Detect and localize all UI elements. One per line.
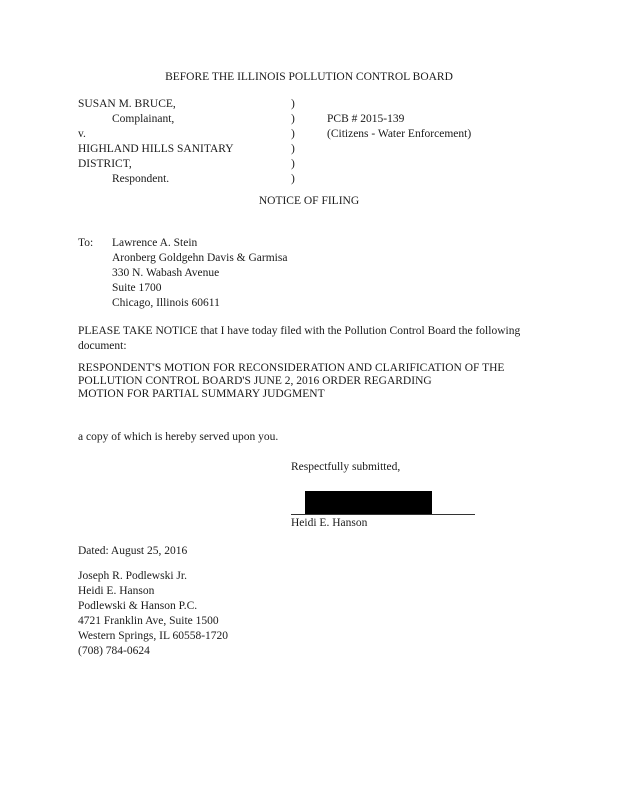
motion-title-line2: POLLUTION CONTROL BOARD'S JUNE 2, 2016 ORDER REGARDING: [78, 375, 432, 387]
counsel-line: Joseph R. Podlewski Jr.: [78, 570, 187, 582]
date-line: Dated: August 25, 2016: [78, 545, 188, 557]
recipient-name: Lawrence A. Stein: [112, 237, 198, 249]
recipient-firm: Aronberg Goldgehn Davis & Garmisa: [112, 252, 288, 264]
case-number: PCB # 2015-139: [327, 113, 405, 125]
counsel-line: Western Springs, IL 60558-1720: [78, 630, 229, 642]
complainant-role: Complainant,: [112, 113, 175, 125]
recipient-city: Chicago, Illinois 60611: [112, 297, 220, 309]
signer-name: Heidi E. Hanson: [291, 517, 368, 529]
counsel-line: Podlewski & Hanson P.C.: [78, 600, 198, 612]
caption-paren: ): [291, 143, 295, 155]
recipient-suite: Suite 1700: [112, 282, 162, 294]
notice-paragraph-line1: PLEASE TAKE NOTICE that I have today filed with the Pollution Control Board the following: [78, 325, 521, 337]
counsel-line: Heidi E. Hanson: [78, 585, 155, 597]
board-title: BEFORE THE ILLINOIS POLLUTION CONTROL BOARD: [165, 71, 453, 83]
motion-title-line3: MOTION FOR PARTIAL SUMMARY JUDGMENT: [78, 388, 325, 400]
redacted-signature: [305, 491, 432, 515]
caption-paren: ): [291, 173, 295, 185]
closing-phrase: Respectfully submitted,: [291, 461, 401, 473]
motion-title-line1: RESPONDENT'S MOTION FOR RECONSIDERATION AND CLARIFICATION OF THE: [78, 362, 505, 374]
notice-paragraph-line2: document:: [78, 340, 127, 352]
caption-paren: ): [291, 128, 295, 140]
service-statement: a copy of which is hereby served upon you.: [78, 431, 279, 443]
caption-paren: ): [291, 98, 295, 110]
to-label: To:: [78, 237, 94, 249]
notice-title: NOTICE OF FILING: [258, 195, 360, 207]
counsel-line: 4721 Franklin Ave, Suite 1500: [78, 615, 219, 627]
case-type: (Citizens - Water Enforcement): [327, 128, 472, 140]
recipient-street: 330 N. Wabash Avenue: [112, 267, 220, 279]
complainant-name: SUSAN M. BRUCE,: [78, 98, 176, 110]
respondent-name-line1: HIGHLAND HILLS SANITARY: [78, 143, 234, 155]
caption-paren: ): [291, 113, 295, 125]
respondent-name-line2: DISTRICT,: [78, 158, 132, 170]
counsel-phone: (708) 784-0624: [78, 645, 150, 657]
caption-paren: ): [291, 158, 295, 170]
signature-line: [291, 514, 475, 515]
versus-label: v.: [78, 128, 86, 140]
respondent-role: Respondent.: [112, 173, 170, 185]
